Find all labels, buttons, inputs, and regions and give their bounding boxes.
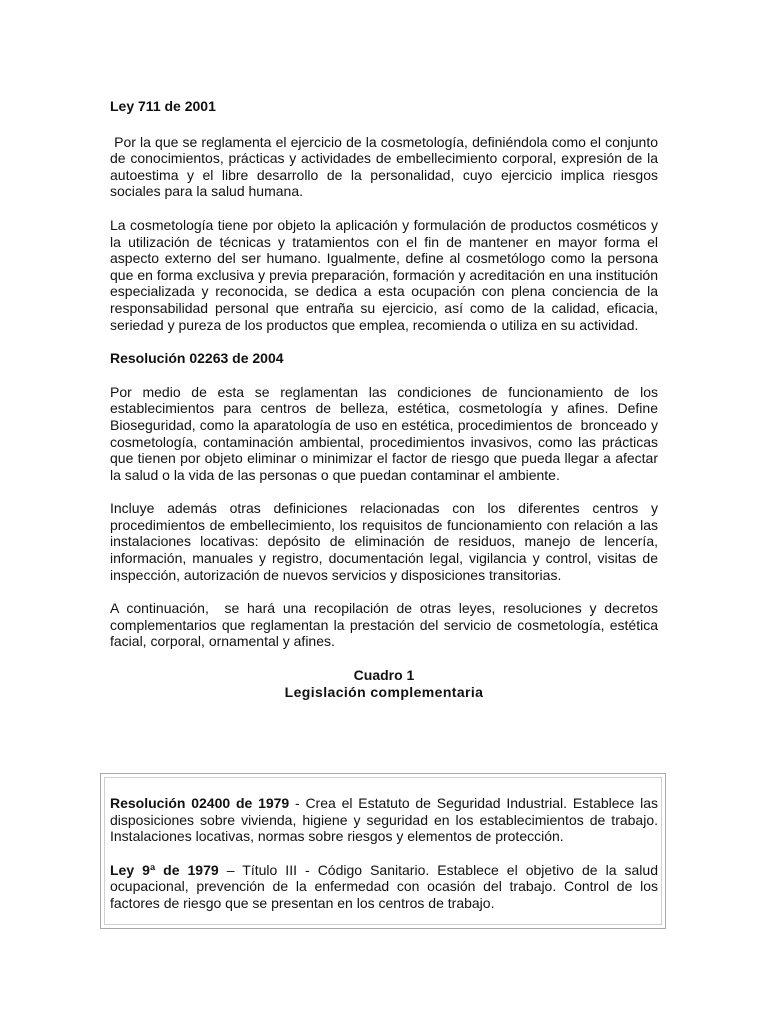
legislation-list (110, 795, 662, 912)
legislation-entry-label: Resolución 02400 de 1979 (110, 795, 290, 811)
heading-resolucion-02263: Resolución 02263 de 2004 (110, 350, 284, 367)
paragraph-resolucion-condiciones: Por medio de esta se reglamentan las condiciones de funcionamiento de los establecimientos para centros de belleza, estética, cosmetología y afines. Define Bioseguridad, como la aparatología de uso en estética, procedimientos de bronceado y cosmetología, contaminación ambiental, procedimientos invasivos, como las prácticas que tienen por objeto eliminar o minimizar el factor de riesgo que pueda llegar a afectar la salud o la vida de las personas o que puedan contaminar el ambiente. (110, 383, 662, 483)
heading-ley-711: Ley 711 de 2001 (110, 98, 216, 114)
legislation-entry-text: - Crea el Estatuto de Seguridad Industrial. Establece las disposiciones sobre vivienda, higiene y seguridad en los establecimientos de trabajo. Instalaciones locativas, normas sobre riesgos y elementos de protección. (110, 795, 662, 845)
legislation-entry (110, 795, 662, 845)
table-caption: Cuadro 1 (353, 667, 415, 684)
paragraph-recopilacion: A continuación, se hará una recopilación de otras leyes, resoluciones y decretos complementarios que reglamentan la prestación del servicio de cosmetología, estética facial, corporal, ornamental y afines. (110, 600, 662, 650)
paragraph-cosmetologia-objeto: La cosmetología tiene por objeto la aplicación y formulación de productos cosméticos y la utilización de técnicas y tratamientos con el fin de mantener en mayor forma el aspecto externo del ser humano. Igualmente, define al cosmetólogo como la persona que en forma exclusiva y previa preparación, formación y acreditación en una institución especializada y reconocida, se dedica a esta ocupación con plena conciencia de la responsabilidad personal que entraña su ejercicio, así como de la calidad, eficacia, seriedad y pureza de los productos que emplea, recomienda o utiliza en su actividad. (110, 216, 658, 333)
legislation-entry-label: Ley 9ª de 1979 (110, 861, 219, 878)
paragraph-definiciones: Incluye además otras definiciones relacionadas con los diferentes centros y procedimientos de embellecimiento, los requisitos de funcionamiento con relación a las instalaciones locativas: depósito de eliminación de residuos, manejo de lencería, información, manuales y registro, documentación legal, vigilancia y control, visitas de inspección, autorización de nuevos servicios y disposiciones transitorias. (110, 500, 658, 583)
table-title: Legislación complementaria (284, 683, 484, 700)
document-body (110, 98, 662, 700)
legislation-entry-text: – Título III - Código Sanitario. Establece el objetivo de la salud ocupacional, prevención de la enfermedad con ocasión del trabajo. Control de los factores de riesgo que se presentan en los centros de trabajo. (110, 861, 662, 911)
paragraph-ley-711-intro: Por la que se reglamenta el ejercicio de la cosmetología, definiéndola como el conjunto de conocimientos, prácticas y actividades de embellecimiento corporal, expresión de la autoestima y el libre desarrollo de la personalidad, cuyo ejercicio implica riesgos sociales para la salud humana. (110, 133, 662, 200)
legislation-entry (110, 861, 662, 912)
